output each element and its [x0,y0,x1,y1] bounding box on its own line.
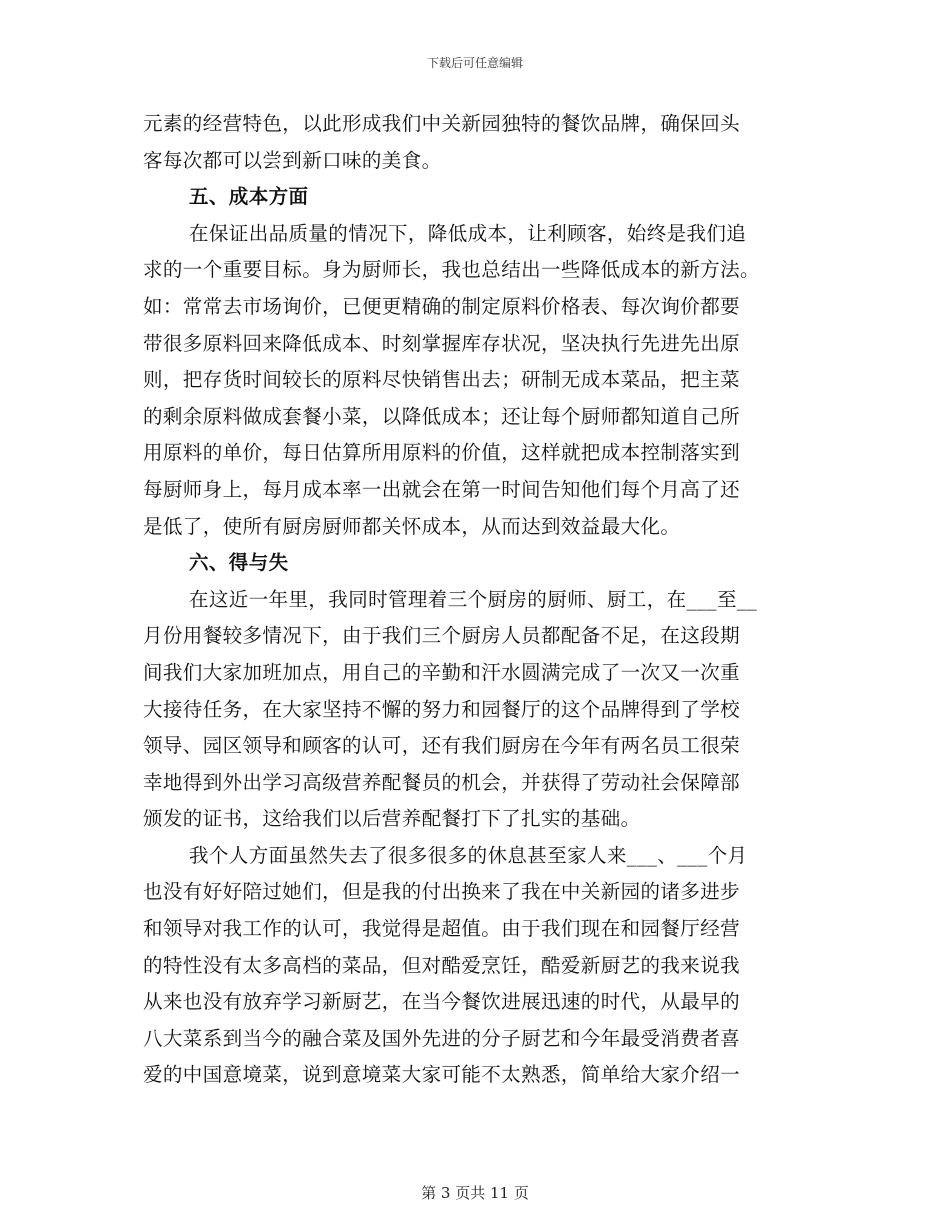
document-body [143,106,803,1094]
body-line: 客每次都可以尝到新口味的美食。 [143,148,442,172]
page-header: 下载后可任意编辑 [426,56,523,70]
body-line: 如：常常去市场询价，已便更精确的制定原料价格表、每次询价都要 [143,294,741,318]
section-heading: 五、成本方面 [189,185,309,209]
body-line: 元素的经营特色，以此形成我们中关新园独特的餐饮品牌，确保回头 [143,112,741,135]
body-line: 求的一个重要目标。身为厨师长，我也总结出一些降低成本的新方法。 [143,258,760,282]
body-line: 每厨师身上，每月成本率一出就会在第一时间告知他们每个月高了还 [143,477,741,501]
body-line: 的剩余原料做成套餐小菜，以降低成本；还让每个厨师都知道自己所 [143,404,741,428]
page-footer: 第 3 页共 11 页 [421,1184,529,1202]
body-line: 和领导对我工作的认可，我觉得是超值。由于我们现在和园餐厅经营 [143,917,741,941]
section-heading: 六、得与失 [189,551,289,575]
body-line: 在这近一年里，我同时管理着三个厨房的厨师、厨工，在___至__ [189,587,758,611]
body-line: 带很多原料回来降低成本、时刻掌握库存状况，坚决执行先进先出原 [143,331,741,355]
body-line: 领导、园区领导和顾客的认可，还有我们厨房在今年有两名员工很荣 [143,734,741,758]
body-line: 用原料的单价，每日估算所用原料的价值，这样就把成本控制落实到 [143,441,741,465]
body-line: 月份用餐较多情况下，由于我们三个厨房人员都配备不足，在这段期 [143,624,741,648]
body-line: 大接待任务，在大家坚持不懈的努力和园餐厅的这个品牌得到了学校 [143,697,741,721]
body-line: 颁发的证书，这给我们以后营养配餐打下了扎实的基础。 [143,807,641,831]
body-line: 在保证出品质量的情况下，降低成本，让利顾客，始终是我们追 [189,221,747,245]
body-line: 的特性没有太多高档的菜品，但对酷爱烹饪，酷爱新厨艺的我来说我 [143,953,741,977]
body-line: 我个人方面虽然失去了很多很多的休息甚至家人来___、___个月 [189,843,748,867]
body-line: 间我们大家加班加点，用自己的辛勤和汗水圆满完成了一次又一次重 [143,660,741,684]
body-line: 是低了，使所有厨房厨师都关怀成本，从而达到效益最大化。 [143,514,681,538]
body-line: 从来也没有放弃学习新厨艺，在当今餐饮进展迅速的时代，从最早的 [143,990,741,1014]
body-line: 幸地得到外出学习高级营养配餐员的机会，并获得了劳动社会保障部 [143,770,741,794]
body-line: 则，把存货时间较长的原料尽快销售出去；研制无成本菜品，把主菜 [143,368,741,392]
body-line: 也没有好好陪过她们，但是我的付出换来了我在中关新园的诸多进步 [143,880,741,904]
body-line: 爱的中国意境菜，说到意境菜大家可能不太熟悉，简单给大家介绍一 [143,1063,741,1087]
body-line: 八大菜系到当今的融合菜及国外先进的分子厨艺和今年最受消费者喜 [143,1026,741,1050]
